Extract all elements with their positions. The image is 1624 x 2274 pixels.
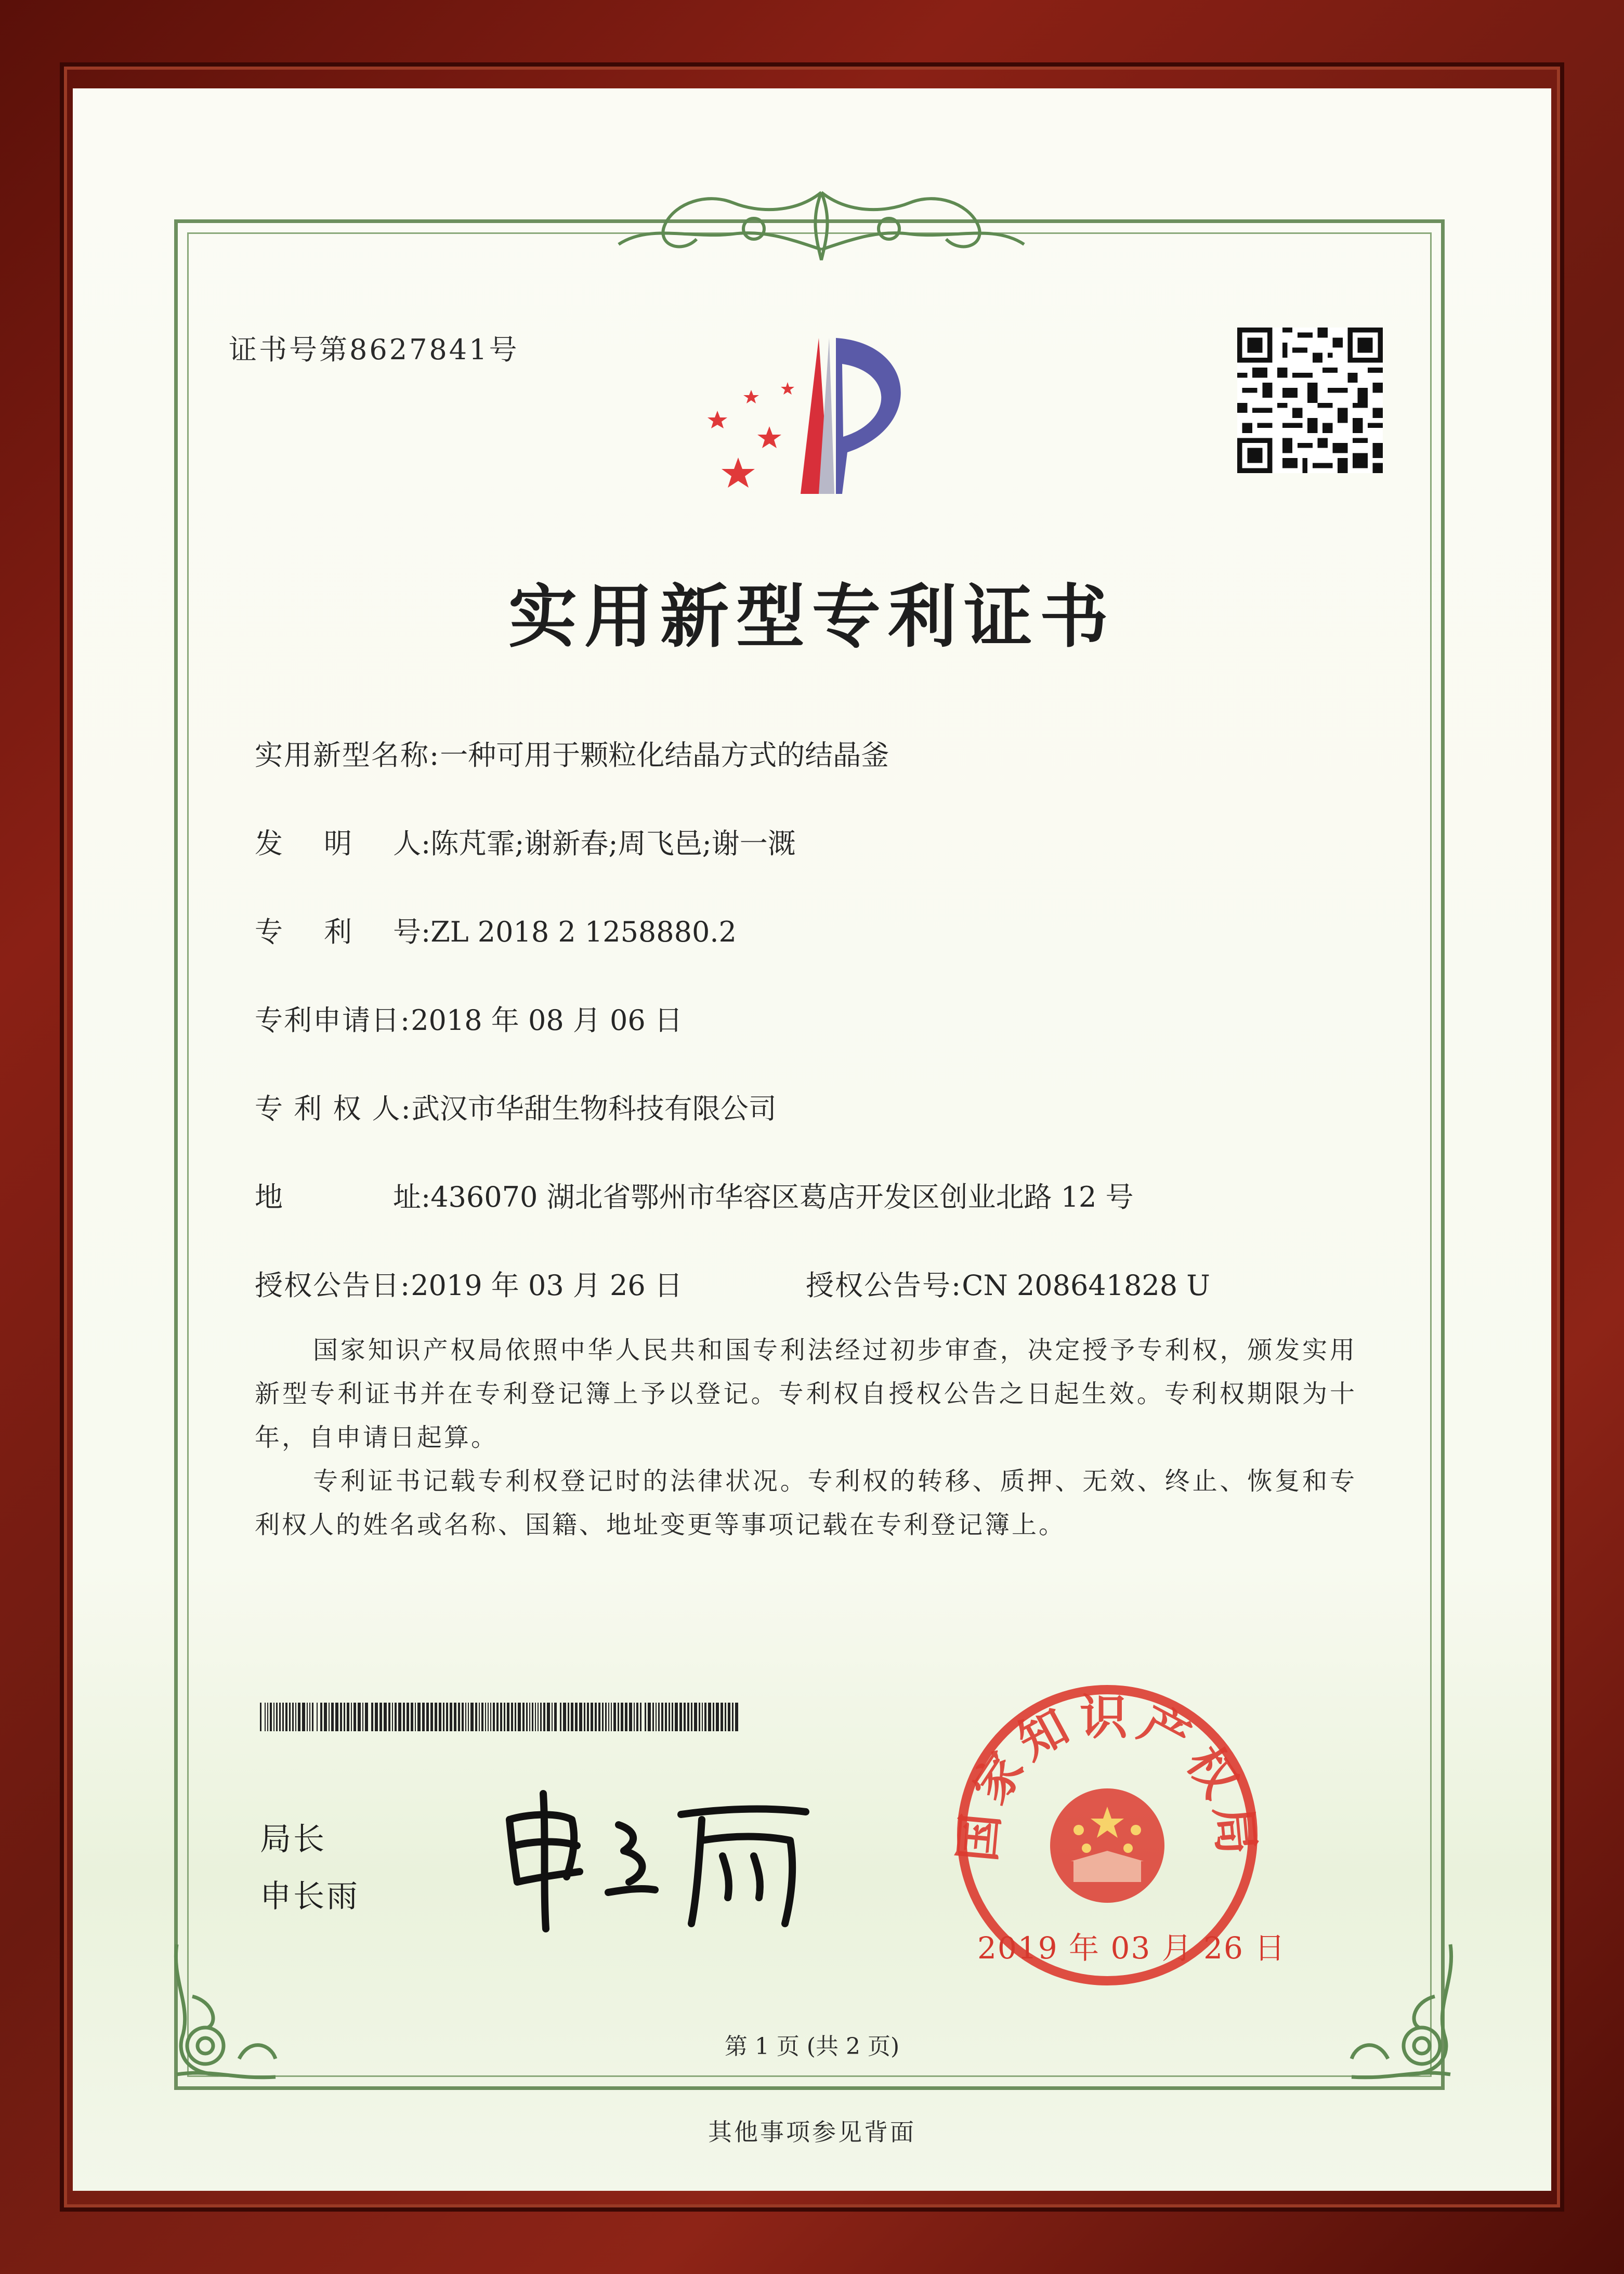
field-value: 一种可用于颗粒化结晶方式的结晶釜 [440, 739, 889, 772]
corner-ornament-right-icon [1310, 1934, 1466, 2090]
handwritten-signature-icon [494, 1783, 827, 1939]
signatory-title: 局长 [260, 1821, 326, 1858]
field-label: 地 址 [255, 1181, 421, 1213]
statement-paragraph: 专利证书记载专利权登记时的法律状况。专利权的转移、质押、无效、终止、恢复和专利权人的姓名或名称、国籍、地址变更等事项记载在专利登记簿上。 [255, 1467, 1357, 1539]
field-label: 授权公告日: [255, 1269, 411, 1302]
top-ornament-icon [587, 182, 1055, 265]
signatory-name: 申长雨 [260, 1878, 360, 1915]
field-label: 实用新型名称: [255, 739, 440, 772]
seal-date: 2019 年 03 月 26 日 [977, 1930, 1286, 1966]
field-value: 陈芃霏;谢新春;周飞邑;谢一溉 [430, 827, 796, 860]
corner-ornament-left-icon [161, 1934, 317, 2090]
field-label: 专 利 权 人: [255, 1092, 412, 1125]
field-address: 地 址 :436070 湖北省鄂州市华容区葛店开发区创业北路 12 号 [255, 1175, 1134, 1215]
page-title: 实用新型专利证书 [508, 577, 1116, 657]
field-patentee [255, 1087, 777, 1127]
field-filing-date [255, 998, 683, 1038]
field-label: 发 明 人 [255, 827, 421, 860]
field-grant-number [806, 1263, 1210, 1303]
field-inventor: 发 明 人 :陈芃霏;谢新春;周飞邑;谢一溉 [255, 821, 796, 861]
field-label: 授权公告号: [806, 1269, 962, 1302]
field-value: ZL 2018 2 1258880.2 [430, 916, 737, 948]
cnipa-logo-icon [697, 322, 925, 499]
field-grant-date [255, 1263, 683, 1303]
barcode-icon [260, 1703, 738, 1731]
field-value: 2018 年 08 月 06 日 [411, 1004, 683, 1037]
svg-text:国家知识产权局: 国家知识产权局 [949, 1690, 1265, 1864]
field-value: 武汉市华甜生物科技有限公司 [411, 1092, 777, 1125]
page-number: 第 1 页 (共 2 页) [724, 2033, 900, 2060]
field-label: 专利申请日: [255, 1004, 411, 1037]
qr-code-icon [1237, 328, 1383, 473]
field-value: 2019 年 03 月 26 日 [411, 1269, 683, 1302]
footer-note: 其他事项参见背面 [708, 2118, 916, 2146]
field-value: 436070 湖北省鄂州市华容区葛店开发区创业北路 12 号 [430, 1181, 1134, 1213]
certificate-statement [255, 1328, 1357, 1547]
field-value: CN 208641828 U [962, 1269, 1210, 1302]
field-utility-model-name [255, 733, 889, 773]
statement-paragraph: 国家知识产权局依照中华人民共和国专利法经过初步审查，决定授予专利权，颁发实用新型专利证书并在专利登记簿上予以登记。专利权自授权公告之日起生效。专利权期限为十年，自申请日起算。 [255, 1336, 1357, 1452]
certificate-number: 证书号第8627841号 [229, 333, 519, 366]
field-label: 专 利 号 [255, 916, 421, 948]
field-patent-number: 专 利 号 :ZL 2018 2 1258880.2 [255, 910, 737, 950]
